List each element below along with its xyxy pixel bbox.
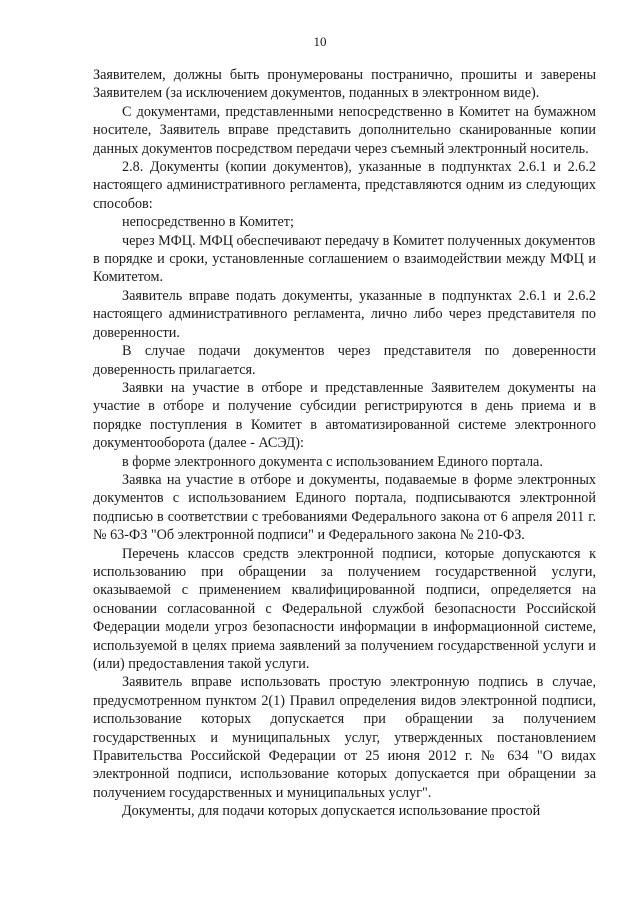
paragraph: Заявка на участие в отборе и документы, подаваемые в форме электронных документов с использованием Единого портала, подписываются электронной подписью в соответствии с требованиями Федерального закона от 6 апреля 2011 г. № 63-ФЗ "Об электронной подписи" и Федерального закона № 210-ФЗ. bbox=[93, 471, 596, 544]
paragraph: через МФЦ. МФЦ обеспечивают передачу в Комитет полученных документов bbox=[122, 232, 596, 249]
paragraph: Перечень классов средств электронной подписи, которые допускаются к использованию при обращении за получением государственной услуги, оказываемой с применением квалифицированной подписи, определяется на основании согласованной с Федеральной службой безопасности Российской Федерации модели угроз безопасности информации в информационной системе, используемой в целях приема заявлений за получением государственной услуги и (или) предоставления такой услуги. bbox=[93, 545, 596, 672]
paragraph: Заявитель вправе использовать простую электронную подпись в случае, предусмотренном пунктом 2(1) Правил определения видов электронной подписи, использование которых допускается при обращении за получением государственных и муниципальных услуг, утвержденных постановлением Правительства Российской Федерации от 25 июня 2012 г. № 634 "О видах электронной подписи, использование которых допускается при обращении за получением государственных и муниципальных услуг". bbox=[93, 674, 596, 801]
paragraph: Заявитель вправе подать документы, указанные в подпунктах 2.6.1 и 2.6.2 настоящего административного регламента, лично либо через представителя по доверенности. bbox=[93, 287, 596, 341]
paragraph: Заявителем, должны быть пронумерованы постранично, прошиты и заверены Заявителем (за исключением документов, поданных в электронном виде). bbox=[93, 67, 596, 102]
paragraph: 2.8. Документы (копии документов), указанные в подпунктах 2.6.1 и 2.6.2 настоящего административного регламента, представляются одним из следующих способов: bbox=[93, 159, 596, 212]
paragraph: в порядке и сроки, установленные соглашением о взаимодействии между МФЦ и Комитетом. bbox=[93, 251, 596, 286]
document-body bbox=[93, 66, 596, 821]
paragraph: Документы, для подачи которых допускается использование простой bbox=[122, 803, 541, 820]
paragraph: В случае подачи документов через представителя по доверенности доверенность прилагается. bbox=[93, 343, 596, 378]
paragraph: непосредственно в Комитет; bbox=[122, 214, 294, 231]
paragraph: С документами, представленными непосредственно в Комитет на бумажном носителе, Заявитель вправе представить дополнительно сканированные копии данных документов посредством передачи через съемный электронный носитель. bbox=[93, 103, 596, 157]
paragraph: в форме электронного документа с использованием Единого портала. bbox=[122, 453, 543, 470]
paragraph: Заявки на участие в отборе и представленные Заявителем документы на участие в отборе и получение субсидии регистрируются в день приема и в порядке поступления в Комитет в автоматизированной системе электронного документооборота (далее - АСЭД): bbox=[93, 379, 596, 452]
page-number: 10 bbox=[313, 34, 327, 49]
